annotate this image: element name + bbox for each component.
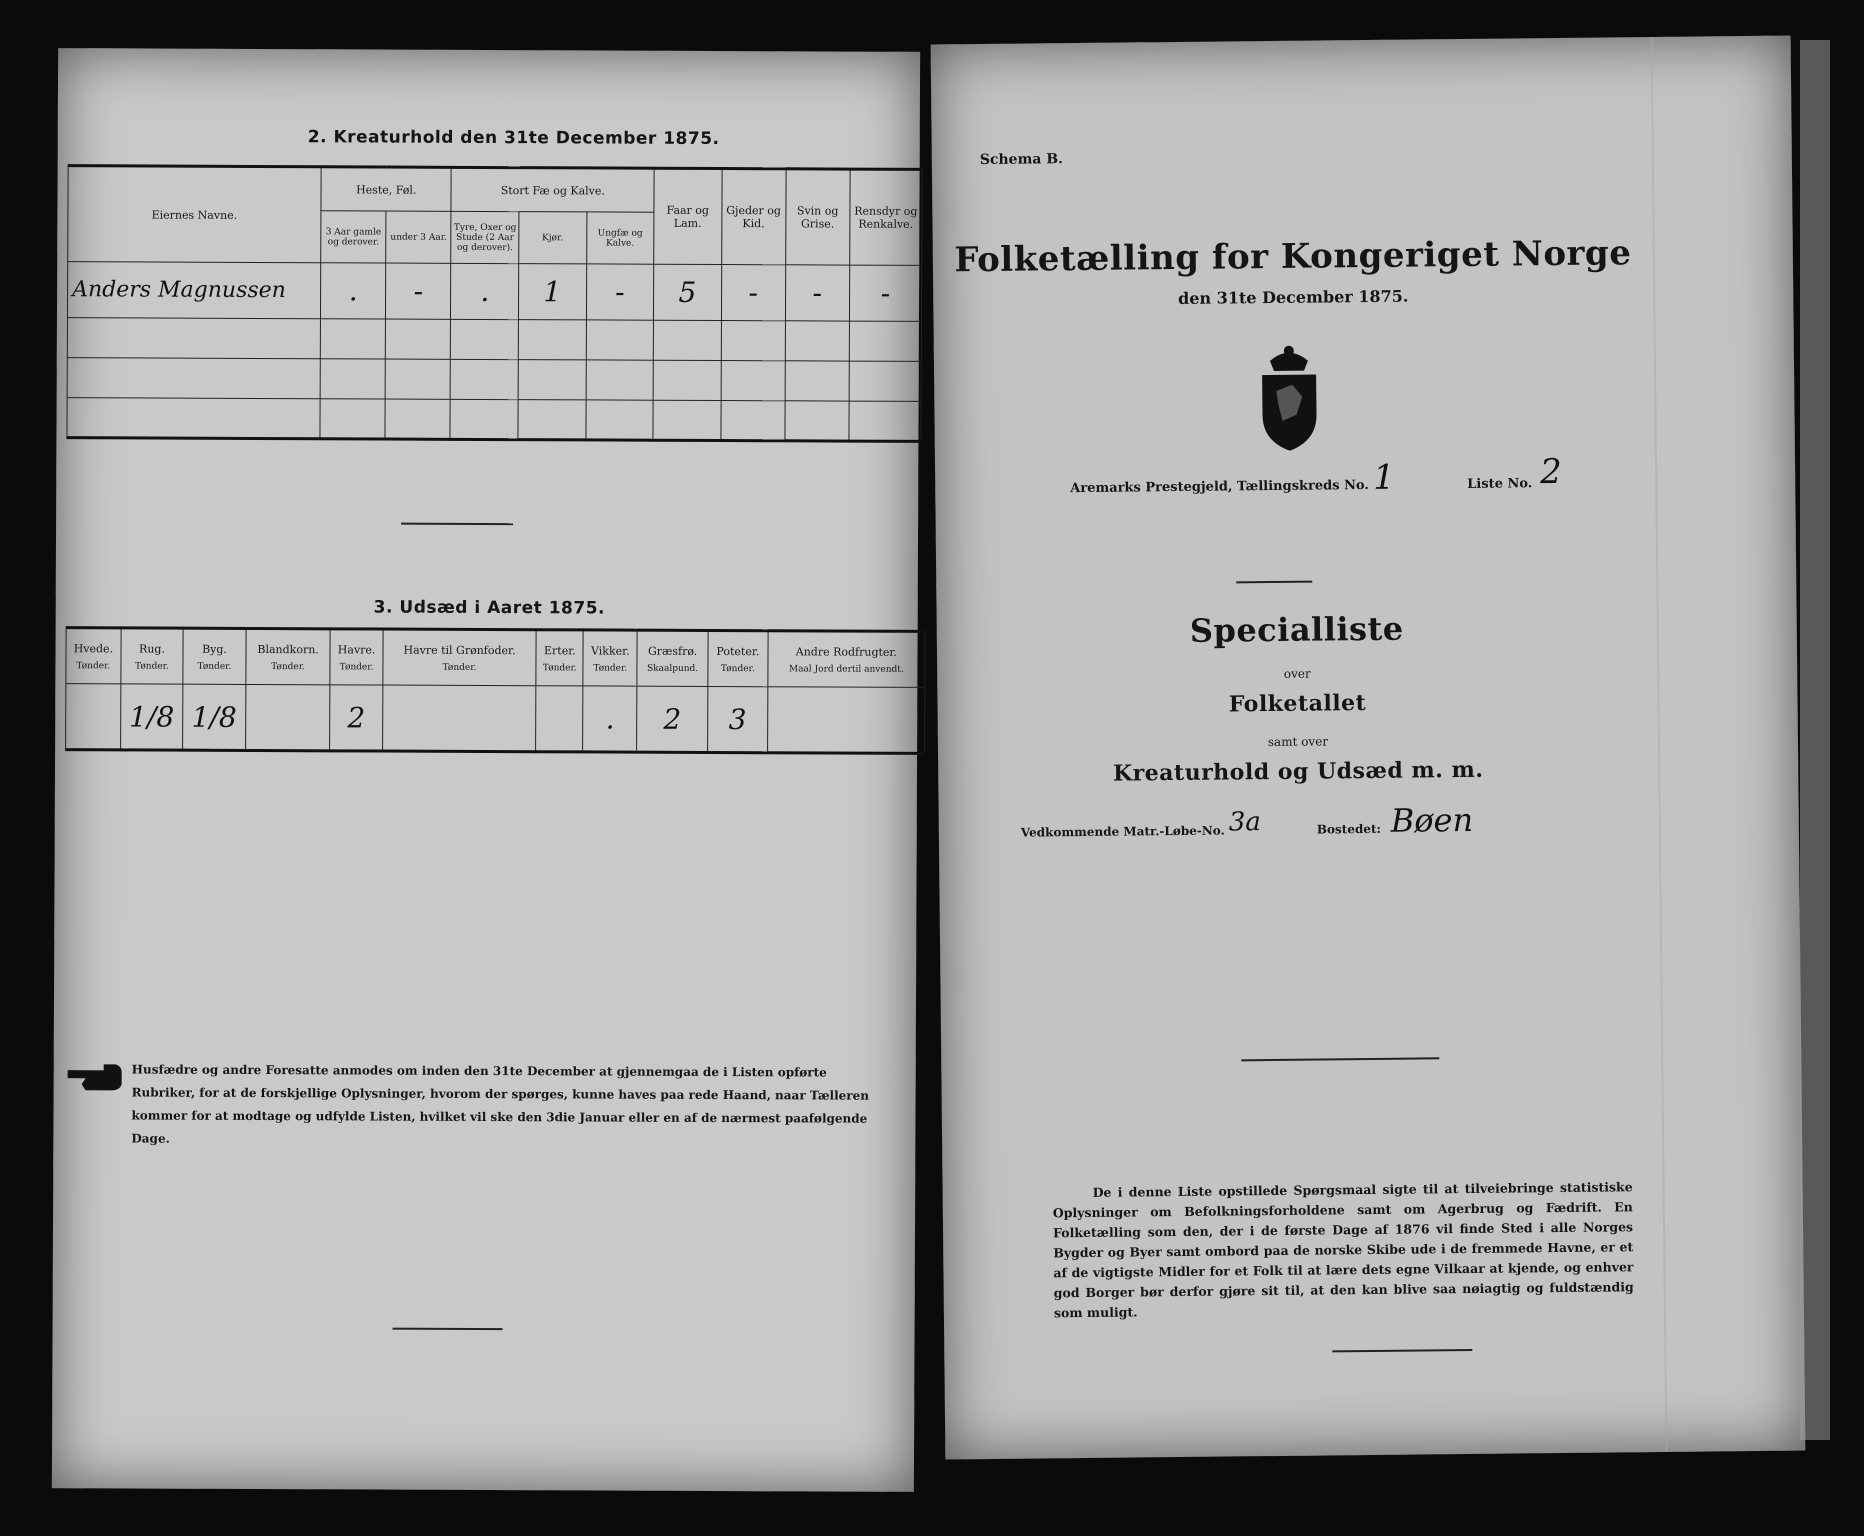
val-reindeer: - <box>849 265 921 321</box>
census-date: den 31te December 1875. <box>1178 286 1409 308</box>
seed-value-3 <box>245 684 330 750</box>
seed-col-label: Byg. <box>202 642 227 656</box>
col-reindeer: Rensdyr og Renkalve. <box>850 169 923 265</box>
col-pigs: Svin og Grise. <box>785 169 850 265</box>
col-owner-name: Eiernes Navne. <box>68 166 321 263</box>
seed-col-unit: Maal Jord dertil anvendt. <box>788 663 904 675</box>
seed-col-label: Poteter. <box>716 644 760 658</box>
seed-col-7 <box>583 630 637 686</box>
bosted-value: Bøen <box>1390 800 1474 840</box>
col-horses-young: under 3 Aar. <box>386 211 451 263</box>
left-page <box>52 48 920 1492</box>
seed-col-label: Havre til Grønfoder. <box>403 643 516 657</box>
seed-value-4: 2 <box>330 685 383 751</box>
val-cattle-calves: - <box>586 264 654 320</box>
col-cattle: Stort Fæ og Kalve. <box>451 167 654 212</box>
seed-col-unit: Tønder. <box>135 660 169 672</box>
seed-col-label: Blandkorn. <box>257 642 319 656</box>
seed-col-label: Rug. <box>139 641 166 656</box>
matr-label: Vedkommende Matr.-Løbe-No. <box>1020 823 1225 840</box>
seed-col-label: Vikker. <box>591 643 630 658</box>
val-pigs: - <box>785 265 849 321</box>
right-page <box>931 36 1806 1460</box>
val-horses-young: - <box>386 263 451 319</box>
coat-of-arms-icon <box>1252 340 1327 453</box>
seed-col-label: Græsfrø. <box>647 644 698 658</box>
samt-over-label: samt over <box>1267 734 1329 750</box>
col-horses: Heste, Føl. <box>321 167 452 212</box>
seed-value-1: 1/8 <box>120 684 183 750</box>
seed-value-5 <box>382 685 536 752</box>
val-cattle-cows: 1 <box>518 264 586 320</box>
seed-col-6 <box>536 630 583 686</box>
seed-col-1 <box>121 628 184 684</box>
parish-label: Aremarks Prestegjeld, Tællingskreds No. <box>1070 477 1369 497</box>
col-cattle-bulls: Tyre, Oxer og Stude (2 Aar og derover). <box>451 211 519 263</box>
seed-col-label: Havre. <box>337 642 376 657</box>
col-cattle-calves: Ungfæ og Kalve. <box>586 212 654 264</box>
divider <box>401 523 513 525</box>
table-row <box>67 262 921 322</box>
col-sheep: Faar og Lam. <box>654 168 722 264</box>
kreaturhold-heading: Kreaturhold og Udsæd m. m. <box>1112 756 1484 787</box>
schema-label: Schema B. <box>979 151 1064 169</box>
table-row <box>67 318 921 362</box>
seed-col-label: Erter. <box>543 643 576 657</box>
page-stack-edge <box>1800 40 1830 1440</box>
divider <box>1241 1057 1439 1061</box>
list-no: 2 <box>1539 451 1562 493</box>
col-horses-old: 3 Aar gamle og derover. <box>321 211 386 263</box>
seed-col-3 <box>246 628 331 684</box>
seed-col-label: Hvede. <box>73 641 114 655</box>
table-row <box>67 398 921 442</box>
seed-col-0 <box>66 628 121 684</box>
table-row <box>66 684 925 754</box>
seed-value-7: . <box>583 686 637 752</box>
divider <box>1332 1349 1472 1352</box>
col-cattle-cows: Kjør. <box>519 212 587 264</box>
seed-value-9: 3 <box>708 686 768 752</box>
seed-col-10 <box>768 631 926 688</box>
census-title: Folketælling for Kongeriget Norge <box>954 233 1632 281</box>
pointing-hand-icon <box>66 1058 124 1094</box>
val-horses-old: . <box>320 263 385 319</box>
seed-col-unit: Tønder. <box>442 662 477 673</box>
seed-value-0 <box>66 684 121 750</box>
seed-value-6 <box>536 686 583 752</box>
bosted-label: Bostedet: <box>1316 821 1382 837</box>
seed-col-unit: Tønder. <box>76 660 111 671</box>
folketallet-heading: Folketallet <box>1228 690 1367 718</box>
specialliste-heading: Specialliste <box>1189 609 1404 650</box>
seed-col-label: Andre Rodfrugter. <box>795 644 898 659</box>
seed-col-unit: Tønder. <box>271 661 305 672</box>
seed-col-unit: Tønder. <box>720 663 755 674</box>
seed-col-unit: Skaalpund. <box>646 663 699 674</box>
purpose-paragraph: De i denne Liste opstillede Spørgsmaal sigte til at tilveiebringe statistiske Oplysninger om Befolkningsforholdene samt om Agerbrug og Fædrift. En Folketælling som den, der i de første Dage af 1876 vil finde Sted i alle Norges Bygder og Byer samt ombord paa de norske Skibe ude i de fremmede Havne, er et af de vigtigste Midler for et Folk til at lære dets egne Vilkaar at kjende, og enhver god Borger bør derfor gjøre sit til, at den kan blive saa nøiagtig og fuldstændig som muligt. <box>1052 1179 1634 1321</box>
seed-value-10 <box>767 687 925 754</box>
seed-col-unit: Tønder. <box>542 662 577 673</box>
over-label: over <box>1283 666 1311 681</box>
val-cattle-bulls: . <box>451 263 519 319</box>
livestock-table <box>66 164 922 443</box>
seed-col-5 <box>383 629 537 686</box>
seed-table <box>65 626 926 755</box>
seed-col-8 <box>637 630 708 686</box>
seed-col-2 <box>183 628 246 684</box>
notice-text: Husfædre og andre Foresatte anmodes om inden den 31te December at gjennemgaa de i Listen opførte Rubriker, for at de forskjellige Oplysninger, hvorom der spørges, kunne haves paa rede Haand, naar Tælleren kommer for at modtage og udfylde Listen, hvilket vil ske den 3die Januar eller en af de nærmest paafølgende Dage. <box>131 1062 870 1146</box>
divider <box>1236 581 1312 584</box>
seed-col-unit: Tønder. <box>593 662 628 674</box>
divider <box>393 1328 503 1330</box>
matr-no: 3a <box>1228 807 1261 838</box>
parish-no: 1 <box>1372 457 1396 498</box>
val-goats: - <box>721 265 785 321</box>
seed-col-unit: Tønder. <box>197 661 232 672</box>
seed-col-4 <box>330 629 383 685</box>
seed-col-9 <box>708 630 768 686</box>
seed-col-unit: Tønder. <box>339 661 374 673</box>
val-sheep: 5 <box>654 264 722 320</box>
section3-title: 3. Udsæd i Aaret 1875. <box>373 597 606 619</box>
section2-title: 2. Kreaturhold den 31te December 1875. <box>307 127 720 150</box>
col-goats: Gjeder og Kid. <box>721 169 786 265</box>
list-label: Liste No. <box>1467 476 1533 492</box>
seed-value-8: 2 <box>637 686 708 752</box>
owner-name: Anders Magnussen <box>67 262 320 319</box>
seed-value-2: 1/8 <box>183 684 246 750</box>
table-row <box>67 358 921 402</box>
